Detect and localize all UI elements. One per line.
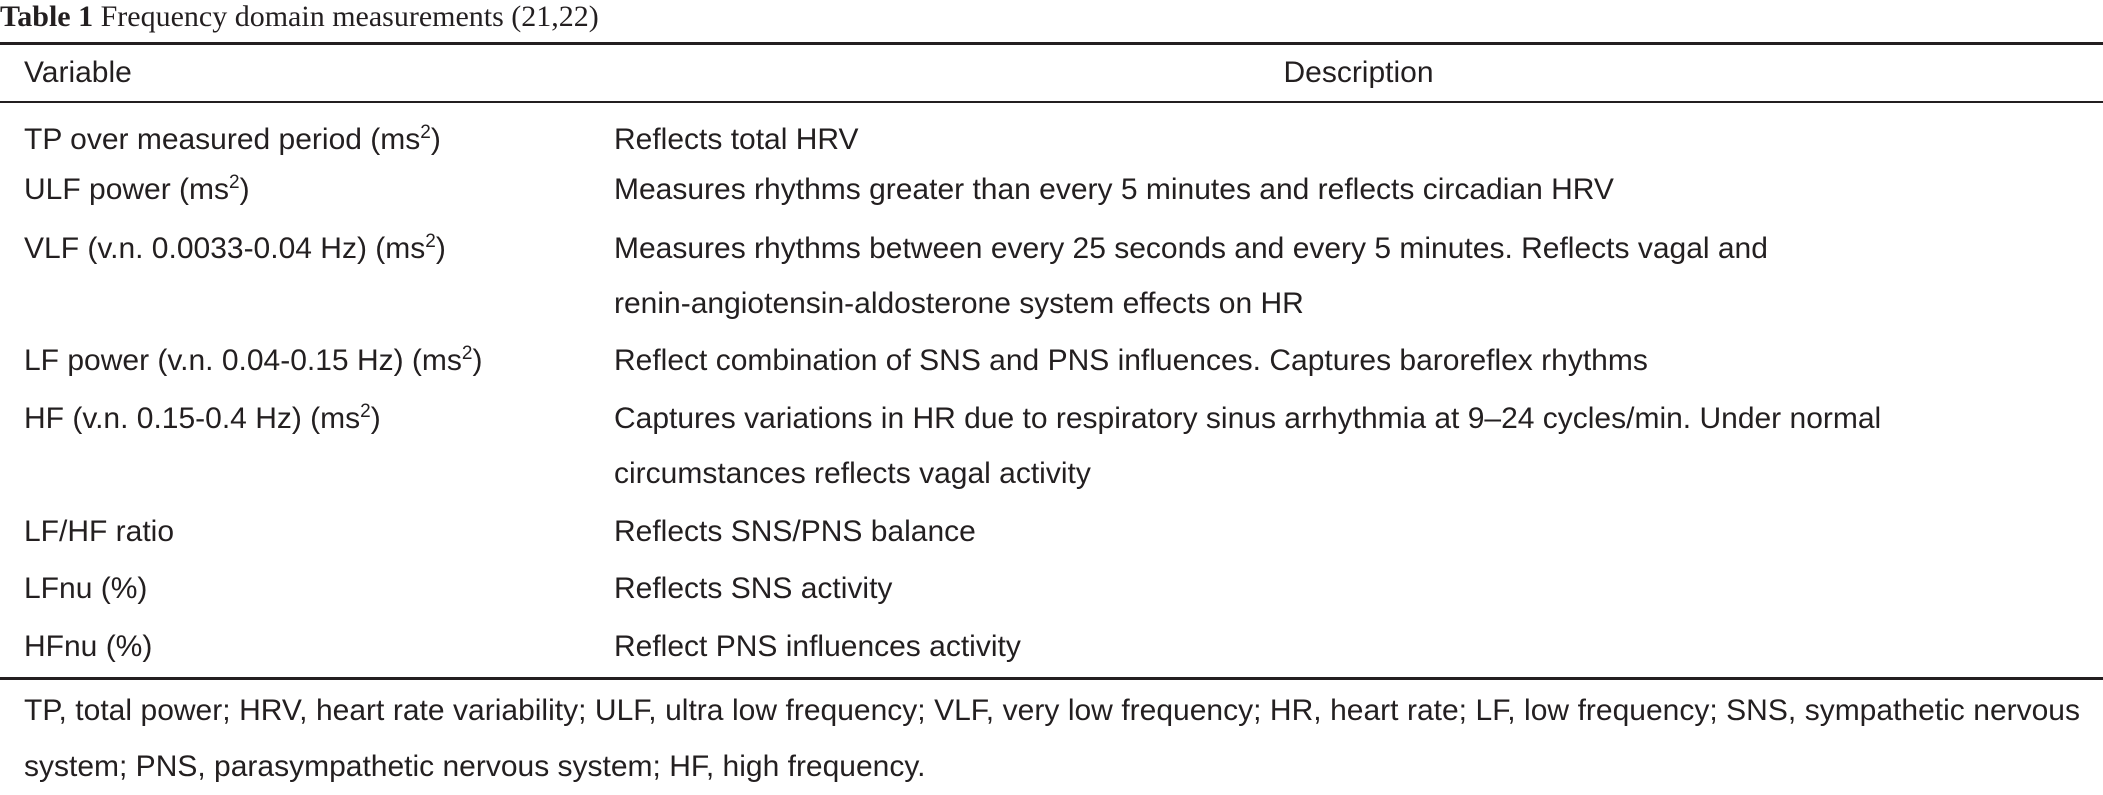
column-header-description: Description xyxy=(1283,56,1434,89)
table-row-description: Reflects SNS activity xyxy=(614,572,893,605)
variable-tail: ) xyxy=(370,402,381,435)
table-header-rule xyxy=(0,101,2103,103)
table-row-variable xyxy=(24,504,174,560)
table-row-description-line-1: Measures rhythms between every 25 seconds and every 5 minutes. Reflects vagal and xyxy=(614,232,1768,265)
variable-superscript: 2 xyxy=(425,231,436,252)
table-caption-title: Frequency domain measurements (21,22) xyxy=(100,0,599,33)
table-caption xyxy=(0,0,599,40)
variable-tail: ) xyxy=(472,344,483,377)
table-row-description-line-2: renin-angiotensin-aldosterone system effects on HR xyxy=(614,287,1304,320)
table-row-variable xyxy=(24,333,483,393)
table-bottom-rule xyxy=(0,677,2103,680)
table-top-rule xyxy=(0,42,2103,45)
variable-text: HF (v.n. 0.15-0.4 Hz) (ms xyxy=(24,402,361,435)
variable-tail: ) xyxy=(435,232,446,265)
variable-superscript: 2 xyxy=(360,401,371,422)
table-row-description-line-1: Captures variations in HR due to respiratory sinus arrhythmia at 9–24 cycles/min. Under normal xyxy=(614,402,1882,435)
variable-text: TP over measured period (ms xyxy=(24,123,421,156)
variable-text: LF/HF ratio xyxy=(24,515,175,548)
table-row-variable xyxy=(24,561,147,617)
variable-text: ULF power (ms xyxy=(24,173,230,206)
table-footnote: TP, total power; HRV, heart rate variability; ULF, ultra low frequency; VLF, very low frequency; HR, heart rate; LF, low frequency; SNS, sympathetic nervous system; PNS, parasympathetic nervous system; HF, high frequency. xyxy=(24,694,2080,783)
table-caption-label: Table 1 xyxy=(0,0,94,33)
variable-tail: ) xyxy=(239,173,250,206)
variable-text: HFnu (%) xyxy=(24,630,153,663)
column-header-variable: Variable xyxy=(24,56,132,89)
table-row-variable xyxy=(24,221,446,281)
table-row-variable xyxy=(24,619,152,675)
table-row-description: Reflect combination of SNS and PNS influences. Captures baroreflex rhythms xyxy=(614,344,1648,377)
variable-superscript: 2 xyxy=(461,343,473,364)
table-row-variable xyxy=(24,391,381,451)
table-row-description: Reflects total HRV xyxy=(614,123,859,156)
variable-tail: ) xyxy=(430,123,441,156)
variable-superscript: 2 xyxy=(420,122,431,143)
variable-text: LF power (v.n. 0.04-0.15 Hz) (ms xyxy=(24,344,462,377)
table-row-description: Measures rhythms greater than every 5 minutes and reflects circadian HRV xyxy=(614,173,1614,206)
table-row-description: Reflect PNS influences activity xyxy=(614,630,1021,663)
variable-text: LFnu (%) xyxy=(24,572,148,605)
table-row-description: Reflects SNS/PNS balance xyxy=(614,515,976,548)
variable-text: VLF (v.n. 0.0033-0.04 Hz) (ms xyxy=(24,232,426,265)
variable-superscript: 2 xyxy=(229,172,240,193)
table-row-variable xyxy=(24,162,250,222)
table-row-description-line-2: circumstances reflects vagal activity xyxy=(614,457,1091,490)
